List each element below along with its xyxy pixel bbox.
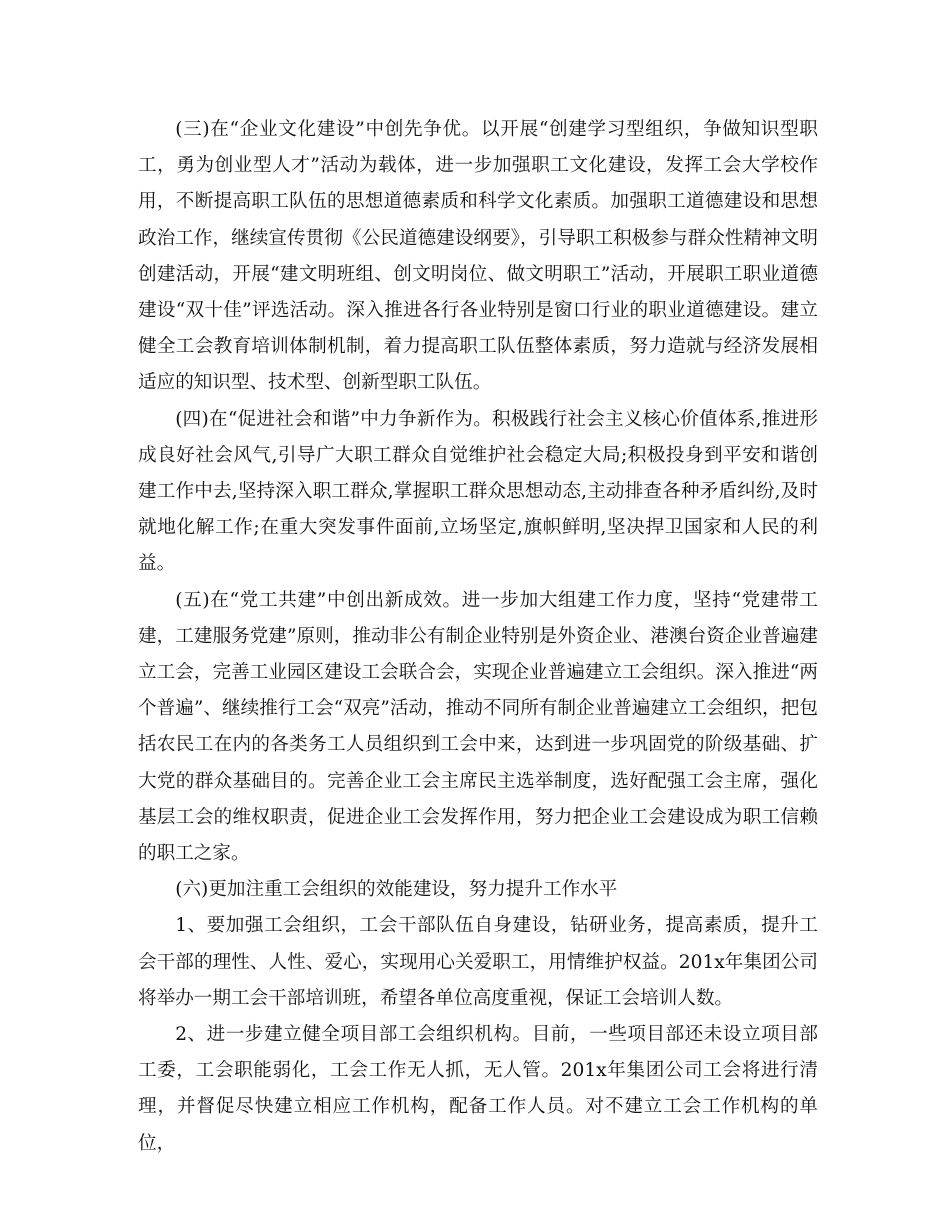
paragraph-section-5: (五)在“党工共建”中创出新成效。进一步加大组建工作力度，坚持“党建带工建，工建服务党建”原则，推动非公有制企业特别是外资企业、港澳台资企业普遍建立工会，完善工业园区建设工会联合会，实现企业普遍建立工会组织。深入推进“两个普遍”、继续推行工会“双亮”活动，推动不同所有制企业普遍建立工会组织，把包括农民工在内的各类务工人员组织到工会中来，达到进一步巩固党的阶级基础、扩大党的群众基础目的。完善企业工会主席民主选举制度，选好配强工会主席，强化基层工会的维权职责，促进企业工会发挥作用，努力把企业工会建设成为职工信赖的职工之家。	[138, 589, 818, 865]
paragraph-section-3: (三)在“企业文化建设”中创先争优。以开展“创建学习型组织，争做知识型职工，勇为创业型人才”活动为载体，进一步加强职工文化建设，发挥工会大学校作用，不断提高职工队伍的思想道德素质和科学文化素质。加强职工道德建设和思想政治工作，继续宣传贯彻《公民道德建设纲要》，引导职工积极参与群众性精神文明创建活动，开展“建文明班组、创文明岗位、做文明职工”活动，开展职工职业道德建设“双十佳”评选活动。深入推进各行各业特别是窗口行业的职业道德建设。建立健全工会教育培训体制机制，着力提高职工队伍整体素质，努力造就与经济发展相适应的知识型、技术型、创新型职工队伍。	[138, 119, 818, 394]
paragraph-section-6-heading: (六)更加注重工会组织的效能建设，努力提升工作水平	[175, 879, 618, 901]
paragraph-section-4: (四)在“促进社会和谐”中力争新作为。积极践行社会主义核心价值体系,推进形成良好社会风气,引导广大职工群众自觉维护社会稳定大局;积极投身到平安和谐创建工作中去,坚持深入职工群众,掌握职工群众思想动态,主动排查各种矛盾纠纷,及时就地化解工作;在重大突发事件面前,立场坚定,旗帜鲜明,坚决捍卫国家和人民的利益。	[138, 408, 818, 575]
document-body	[138, 112, 818, 1162]
paragraph-item-2: 2、进一步建立健全项目部工会组织机构。目前，一些项目部还未设立项目部工委，工会职能弱化，工会工作无人抓，无人管。201x年集团公司工会将进行清理，并督促尽快建立相应工作机构，配备工作人员。对不建立工会工作机构的单位，	[138, 1024, 818, 1154]
paragraph-item-1: 1、要加强工会组织，工会干部队伍自身建设，钻研业务，提高素质，提升工会干部的理性、人性、爱心，实现用心关爱职工，用情维护权益。201x年集团公司将举办一期工会干部培训班，希望各单位高度重视，保证工会培训人数。	[138, 915, 818, 1009]
